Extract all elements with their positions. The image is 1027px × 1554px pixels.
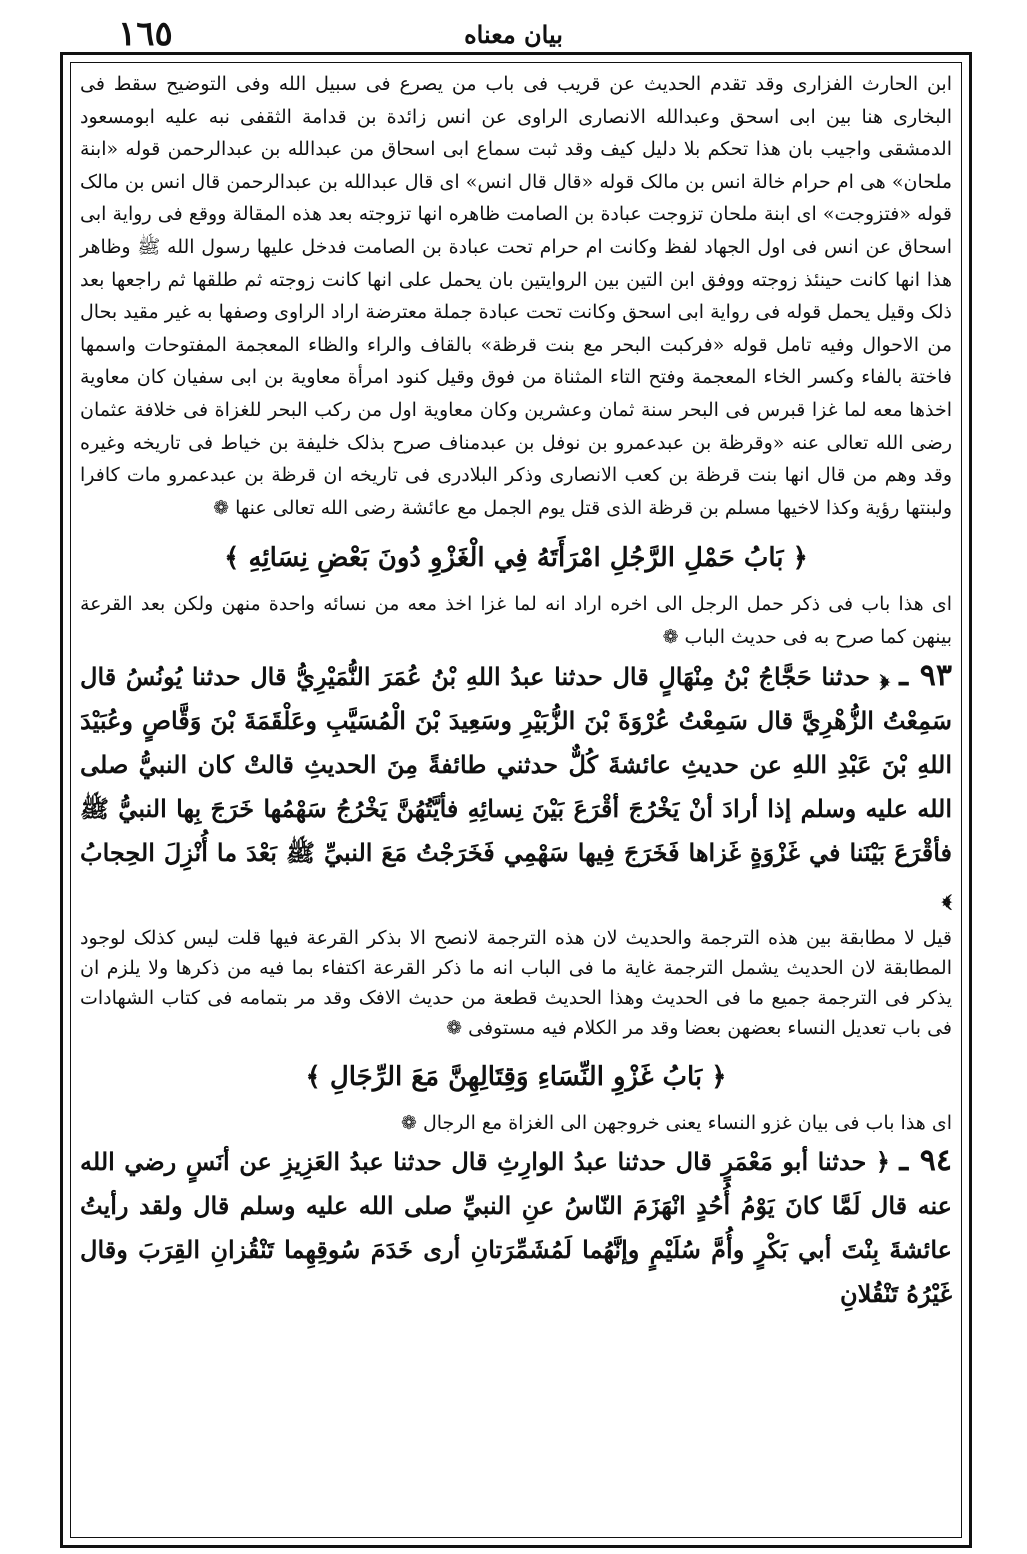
page-header [0, 0, 1027, 56]
hadith-number: ٩٣ ـ [899, 657, 952, 693]
hadith-text: ﴿ حدثنا حَجَّاجُ بْنُ مِنْهَالٍ قال حدثنا عبدُ اللهِ بْنُ عُمَرَ النُّمَيْرِيُّ قال حدثنا يُونُسُ قال سَمِعْتُ الزُّهْرِيَّ قال سَمِعْتُ عُرْوَةَ بْنَ الزُّبَيْرِ وسَعِيدَ بْنَ الْمُسَيَّبِ وعَلْقَمَةَ بْنَ وَقَّاصٍ وعُبَيْدَ اللهِ بْنَ عَبْدِ اللهِ عن حديثِ عائشةَ كُلٌّ حدثني طائفةً مِنَ الحديثِ قالتْ كان النبيُّ صلى الله عليه وسلم إذا أرادَ أنْ يَخْرُجَ أقْرَعَ بَيْنَ نِسائِهِ فأيَّتُهُنَّ يَخْرُجُ سَهْمُها خَرَجَ بِها النبيُّ ﷺ فأقْرَعَ بَيْنَنا في غَزْوَةٍ غَزاها فَخَرَجَ فِيها سَهْمِي فَخَرَجْتُ مَعَ النبيِّ ﷺ بَعْدَ ما أُنْزِلَ الحِجابُ ﴾ [80, 661, 952, 911]
page-number: ١٦٥ [118, 14, 173, 54]
hadith-text: ﴿ حدثنا أبو مَعْمَرٍ قال حدثنا عبدُ الوارِثِ قال حدثنا عبدُ العَزِيزِ عن أنَسٍ رضي الله عنه قال لَمَّا كانَ يَوْمُ أُحُدٍ انْهَزَمَ النّاسُ عنِ النبيِّ صلى الله عليه وسلم قال ولقد رأيتُ عائشةَ بِنْتَ أبي بَكْرٍ وأُمَّ سُلَيْمٍ وإنَّهُما لَمُشَمِّرَتانِ أرى خَدَمَ سُوقِهِما تَنْقُزانِ القِرَبَ وقال غَيْرُهُ تَنْقُلانِ [80, 1147, 952, 1309]
chapter-explanation: ای هذا باب فی بیان غزو النساء یعنی خروجهن الی الغزاة مع الرجال ❁ [401, 1111, 952, 1134]
commentary-paragraph: قیل لا مطابقة بین هذه الترجمة والحدیث لان هذه الترجمة لانصح الا بذکر القرعة فیها قلت لیس کذلک لوجود المطابقة لان الحدیث یشمل الترجمة غایة ما فی الباب انه ما ذکر القرعة اکتفاء بما فیه من ذکرها ولا یلزم ان یذکر فی الترجمة جمیع ما فی الحدیث وهذا الحدیث قطعة من حدیث الافک وقد مر بتمامه فی کتاب الشهادات فی باب تعدیل النساء بعضهن بعضا وقد مر الکلام فیه مستوفی ❁ [80, 926, 953, 1039]
chapter-heading: ﴿ بَابُ غَزْوِ النِّسَاءِ وَقِتَالِهِنَّ مَعَ الرِّجَالِ ﴾ [305, 1061, 727, 1092]
running-title: بيان معناه [464, 20, 563, 49]
chapter-heading: ﴿ بَابُ حَمْلِ الرَّجُلِ امْرَأَتَهُ فِي الْغَزْوِ دُونَ بَعْضِ نِسَائِهِ ﴾ [224, 543, 808, 574]
hadith-94 [80, 1139, 952, 1316]
page-body [80, 68, 952, 1316]
hadith-number: ٩٤ ـ [899, 1143, 953, 1179]
hadith-93 [80, 654, 952, 919]
chapter-explanation: ای هذا باب فی ذکر حمل الرجل الی اخره اراد انه لما غزا اخذ معه من نسائه واحدة منهن ولکن بعد القرعة بینهن کما صرح به فی حدیث الباب ❁ [80, 593, 952, 648]
commentary-paragraph: ابن الحارث الفزاری وقد تقدم الحدیث عن قریب فی باب من یصرع فی سبیل الله وفی التوضیح سقط فی البخاری هنا بین ابی اسحق وعبدالله الانصاری الراوی عن انس زائدة بن قدامة الثقفی نبه علیه ابومسعود الدمشقی واجیب بان هذا تحکم بلا دلیل کیف وقد ثبت سماع ابی اسحاق من عبدالله بن عبدالرحمن قوله «ابنة ملحان» هی ام حرام خالة انس بن مالک قوله «قال قال انس» ای قال عبدالله بن عبدالرحمن قال انس بن مالک قوله «فتزوجت» ای ابنة ملحان تزوجت عبادة بن الصامت ظاهره انها تزوجته بعد هذه المقالة ووقع فی روایة ابی اسحاق عن انس فی اول الجهاد لفظ وکانت ام حرام تحت عبادة بن الصامت فدخل علیها رسول الله ﷺ وظاهر هذا انها کانت حینئذ زوجته ووفق ابن التین بین الروایتین بان یحمل علی انها کانت زوجته ثم طلقها ثم راجعها بعد ذلک وقیل یحمل قوله فی روایة ابی اسحق وکانت تحت عبادة جملة معترضة اراد الراوی وصفها به غیر مقید بحال من الاحوال وفیه تامل قوله «فرکبت البحر مع بنت قرظة» بالقاف والراء والظاء المعجمة المفتوحات واسمها فاختة بالفاء وکسر الخاء المعجمة وفتح التاء المثناة من فوق وقیل کنود امرأة معاویة بن ابی سفیان کان معاویة اخذها معه لما غزا قبرس فی البحر سنة ثمان وعشرین وکان معاویة اول من رکب البحر للغزاة فی خلافة عثمان رضی الله تعالی عنه «وقرظة بن عبدعمرو بن نوفل بن عبدمناف صرح بذلک خلیفة بن خیاط فی تاریخه وغیره وقد وهم من قال انها بنت قرظة بن کعب الانصاری وذکر البلادری فی تاریخه ان قرظة بن عبدعمرو مات کافرا ولبنتها رؤیة وکذا لاخیها مسلم بن قرظة الذی قتل یوم الجمل مع عائشة رضی الله تعالی عنها ❁ [80, 73, 952, 519]
